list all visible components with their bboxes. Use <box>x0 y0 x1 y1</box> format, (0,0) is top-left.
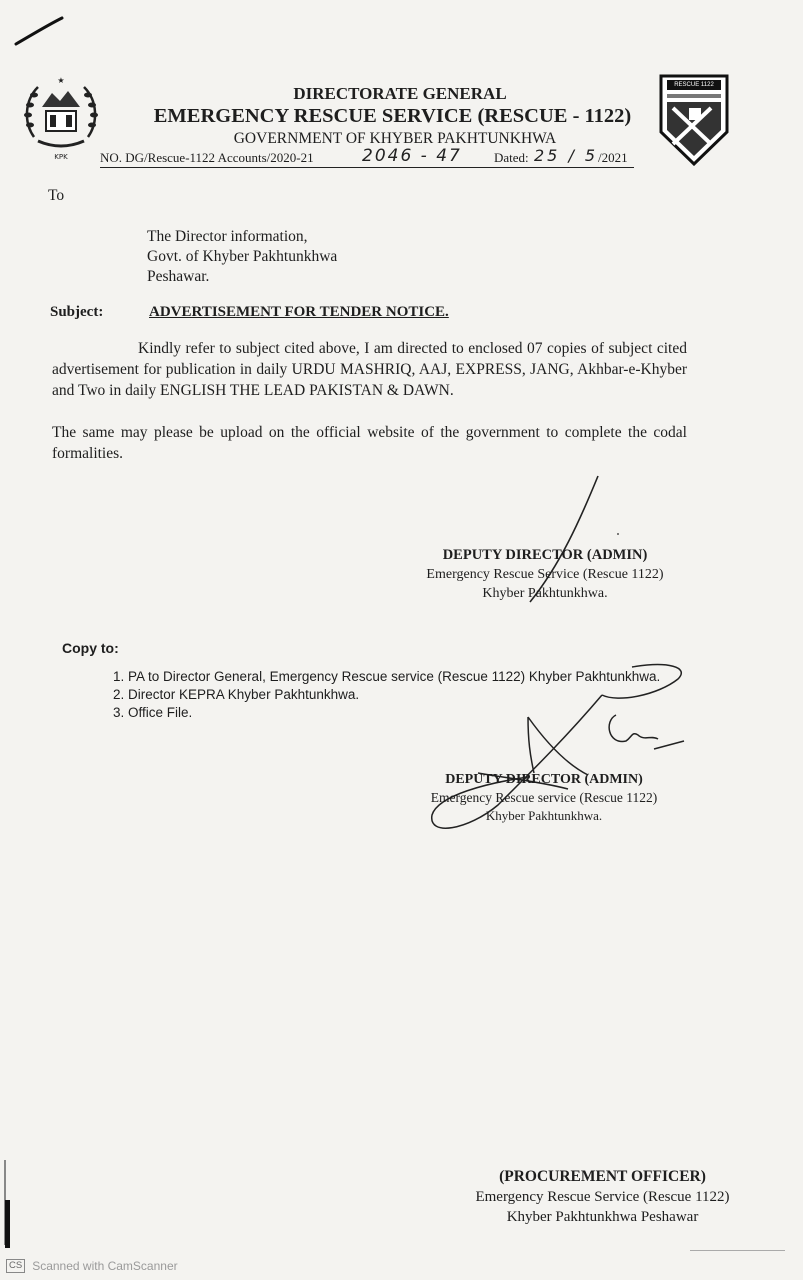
signatory-3-location: Khyber Pakhtunkhwa Peshawar <box>506 1209 699 1225</box>
addressee-line: Peshawar. <box>147 268 210 285</box>
pen-stroke-mark <box>10 12 70 52</box>
scan-bottom-line <box>690 1250 785 1251</box>
reference-handwritten: 2046 - 47 <box>362 146 462 166</box>
subject-text: ADVERTISEMENT FOR TENDER NOTICE. <box>149 304 449 320</box>
body-paragraph-1: Kindly refer to subject cited above, I am directed to enclosed 07 copies of subject cited advertisement for publication in daily URDU MASHRIQ, AAJ, EXPRESS, JANG, Akhbar-e-Khyber and Two in daily ENGLISH THE LEAD PAKISTAN & DAWN. <box>52 340 687 399</box>
letterhead-line3: GOVERNMENT OF KHYBER PAKHTUNKHWA <box>233 130 557 147</box>
copy-list-item: 3. Office File. <box>113 705 193 720</box>
subject-label: Subject: <box>50 304 104 320</box>
dated-label: Dated: <box>494 150 529 165</box>
addressee-line: Govt. of Khyber Pakhtunkhwa <box>147 248 338 265</box>
camscanner-watermark <box>6 1257 178 1273</box>
signatory-1 <box>400 545 690 603</box>
signatory-2-org: Emergency Rescue service (Rescue 1122) <box>430 790 658 805</box>
dated-handwritten: 25 / 5 <box>534 146 599 165</box>
badge-text: RESCUE 1122 <box>674 82 714 88</box>
addressee-block <box>147 227 337 287</box>
letterhead-line1: DIRECTORATE GENERAL <box>293 84 507 103</box>
copy-to-label: Copy to: <box>62 640 119 656</box>
camscanner-badge: CS <box>6 1259 25 1273</box>
letterhead-line2: EMERGENCY RESCUE SERVICE (RESCUE - 1122) <box>153 105 632 127</box>
signatory-3-org: Emergency Rescue Service (Rescue 1122) <box>475 1189 730 1205</box>
signatory-1-location: Khyber Pakhtunkhwa. <box>482 586 608 601</box>
rescue-1122-badge <box>659 74 729 166</box>
signatory-1-org: Emergency Rescue Service (Rescue 1122) <box>426 567 664 582</box>
to-label: To <box>48 187 65 204</box>
copy-list-item: 1. PA to Director General, Emergency Rescue service (Rescue 1122) Khyber Pakhtunkhwa. <box>113 669 661 684</box>
reference-underline <box>100 167 634 168</box>
signatory-3-title: (PROCUREMENT OFFICER) <box>499 1168 706 1185</box>
signatory-2 <box>398 770 690 825</box>
signatory-1-title: DEPUTY DIRECTOR (ADMIN) <box>442 547 648 563</box>
camscanner-text: Scanned with CamScanner <box>32 1259 178 1274</box>
addressee-line: The Director information, <box>147 228 308 245</box>
signatory-3 <box>455 1166 750 1227</box>
kpk-government-logo <box>20 75 102 163</box>
reference-number: NO. DG/Rescue-1122 Accounts/2020-21 <box>100 150 314 165</box>
dated-year: /2021 <box>598 150 628 165</box>
body-paragraph-2: The same may please be upload on the official website of the government to complete the codal formalities. <box>52 424 687 462</box>
signatory-2-location: Khyber Pakhtunkhwa. <box>485 808 603 823</box>
copy-list-item: 2. Director KEPRA Khyber Pakhtunkhwa. <box>113 687 360 702</box>
svg-text:KPK: KPK <box>54 153 68 161</box>
signatory-2-title: DEPUTY DIRECTOR (ADMIN) <box>445 772 643 787</box>
svg-text:★: ★ <box>57 76 65 85</box>
scan-edge-mark <box>5 1200 10 1248</box>
